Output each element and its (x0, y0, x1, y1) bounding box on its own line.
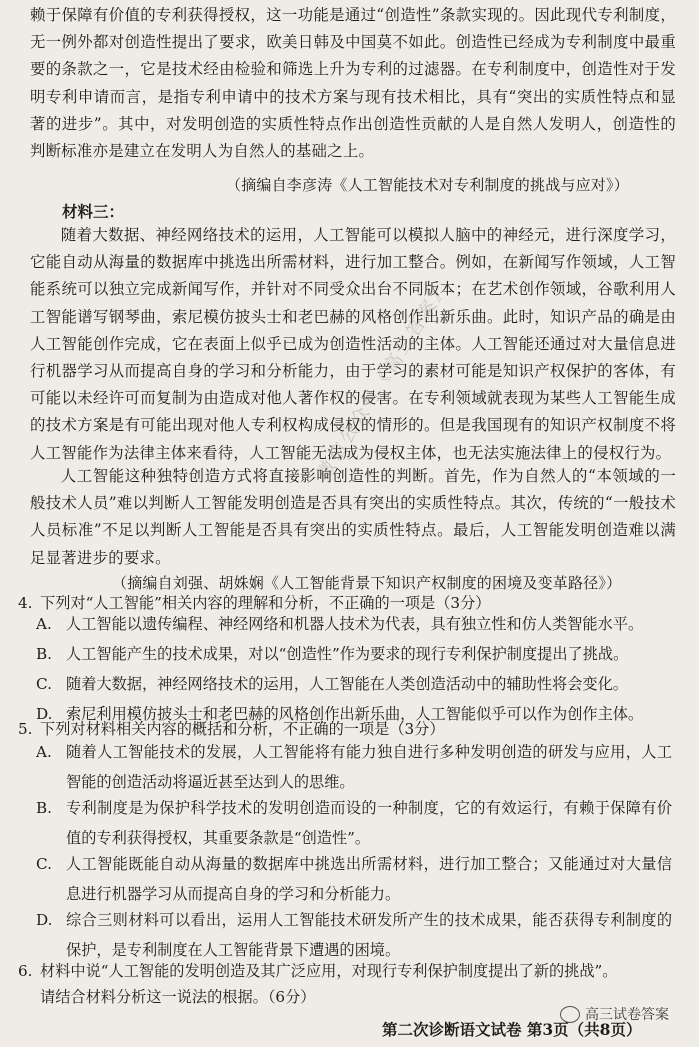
material3-paragraph-1: 随着大数据、神经网络技术的运用，人工智能可以模拟人脑中的神经元，进行深度学习，它能自动从海量的数据库中挑选出所需材料，进行加工整合。例如，在新闻写作领域，人工智能系统可以独立完成新闻写作，并针对不同受众出台不同版本；在艺术创作领域，谷歌利用人工智能谱写钢琴曲，索尼模仿披头士和老巴赫的风格创作出新乐曲。此时，知识产品的确是由人工智能创作完成，它在表面上似乎已成为创造性活动的主体。人工智能还通过对大量信息进行机器学习从而提高自身的学习和分析能力，由于学习的素材可能是知识产权保护的客体，有可能以未经许可而复制为由造成对他人著作权的侵害。在专利领域就表现为某些人工智能生成的技术方案是有可能出现对他人专利权构成侵权的情形的。但是我国现有的知识产权制度不将人工智能作为法律主体来看待，人工智能无法成为侵权主体，也无法实施法律上的侵权行为。 (30, 226, 676, 462)
question-5-option-a (36, 738, 672, 797)
question-stem: 下列对“人工智能”相关内容的理解和分析，不正确的一项是（3分） (40, 594, 491, 612)
question-5-option-c (36, 850, 672, 909)
material3-heading: 材料三： (62, 202, 125, 221)
question-4-option-b (36, 640, 672, 670)
option-letter: D. (36, 705, 53, 723)
material3-source: （摘编自刘强、胡姝娴《人工智能背景下知识产权制度的困境及变革路径》） (112, 574, 622, 592)
option-text: 索尼利用模仿披头士和老巴赫的风格创作出新乐曲，人工智能似乎可以作为创作主体。 (66, 705, 644, 723)
option-text: 综合三则材料可以看出，运用人工智能技术研发所产生的技术成果，能否获得专利制度的保护，是专利制度在人工智能背景下遭遇的困境。 (66, 911, 672, 959)
question-stem: 下列对材料相关内容的概括和分析，不正确的一项是（3分） (40, 720, 445, 738)
question-4-option-a (36, 610, 672, 640)
question-number: 5. (18, 720, 33, 738)
option-text: 人工智能既能自动从海量的数据库中挑选出所需材料，进行加工整合；又能通过对大量信息进行机器学习从而提高自身的学习和分析能力。 (66, 855, 672, 903)
option-letter: B. (36, 799, 52, 817)
option-text: 随着人工智能技术的发展，人工智能将有能力独自进行多种发明创造的研发与应用，人工智能的创造活动将逼近甚至达到人的思维。 (66, 743, 672, 791)
option-text: 人工智能产生的技术成果，对以“创造性”作为要求的现行专利保护制度提出了挑战。 (66, 645, 629, 663)
page-footer: 第二次诊断语文试卷 第3页（共8页） (382, 1020, 642, 1039)
question-4-option-c (36, 670, 672, 700)
material2-tail-paragraph: 赖于保障有价值的专利获得授权，这一功能是通过“创造性”条款实现的。因此现代专利制度，无一例外都对创造性提出了要求，欧美日韩及中国莫不如此。创造性已经成为专利制度中最重要的条款之一，它是技术经由检验和筛选上升为专利的过滤器。在专利制度中，创造性对于发明专利申请而言，是指专利申请中的技术方案与现有技术相比，具有“突出的实质性特点和显著的进步”。其中，对发明创造的实质性特点作出创造性贡献的人是自然人发明人，创造性的判断标准亦是建立在发明人为自然人的基础之上。 (30, 6, 676, 161)
material2-source: （摘编自李彦涛《人工智能技术对专利制度的挑战与应对》） (226, 176, 629, 194)
option-letter: C. (36, 855, 52, 873)
question-number: 4. (18, 594, 33, 612)
material2-tail-block (30, 2, 676, 165)
question-5-option-d (36, 906, 672, 965)
wechat-tag-label: 高三试卷答案 (585, 1007, 669, 1023)
material3-paragraph-2: 人工智能这种独特创造方式将直接影响创造性的判断。首先，作为自然人的“本领域的一般技术人员”难以判断人工智能发明创造是否具有突出的实质性特点。其次，传统的“一般技术人员标准”不足以判断人工智能是否具有突出的实质性特点。最后，人工智能发明创造难以满足显著进步的要求。 (30, 467, 676, 567)
option-letter: C. (36, 675, 52, 693)
option-letter: A. (36, 743, 52, 761)
watermark-stamp: 微信公众号《高三答案》 (313, 276, 454, 484)
question-stem: 材料中说“人工智能的发明创造及其广泛应用，对现行专利保护制度提出了新的挑战”。 (40, 962, 618, 980)
option-letter: A. (36, 615, 52, 633)
question-number: 6. (18, 962, 33, 980)
option-letter: B. (36, 645, 52, 663)
question-stem-continued: 请结合材料分析这一说法的根据。（6分） (40, 988, 316, 1006)
option-text: 专利制度是为保护科学技术的发明创造而设的一种制度，它的有效运行，有赖于保障有价值的专利获得授权，其重要条款是“创造性”。 (66, 799, 672, 847)
question-5-option-b (36, 794, 672, 853)
material3-paragraph-2-block (30, 463, 676, 572)
option-letter: D. (36, 911, 53, 929)
option-text: 随着大数据，神经网络技术的运用，人工智能在人类创造活动中的辅助性将会变化。 (66, 675, 628, 693)
option-text: 人工智能以遗传编程、神经网络和机器人技术为代表，具有独立性和仿人类智能水平。 (66, 615, 644, 633)
